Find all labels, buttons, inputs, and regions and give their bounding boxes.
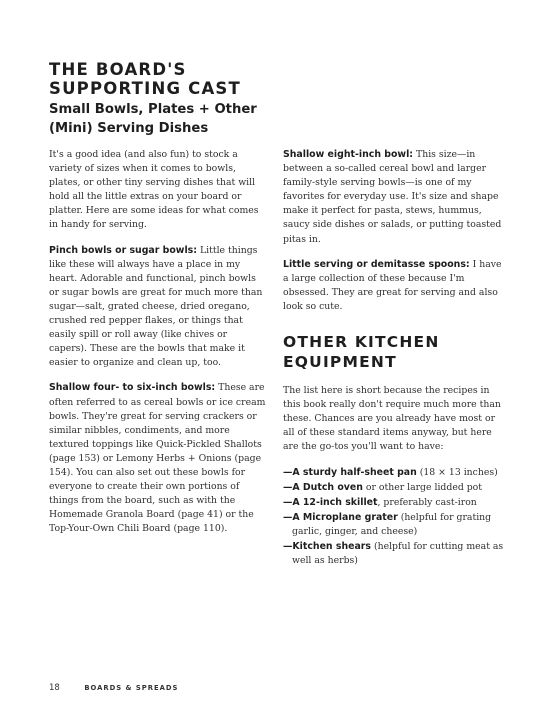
spoons-text: I have a large collection of these because I'm obsessed. They are great for serving and also look so cute. <box>283 258 502 312</box>
item-name: —A Dutch oven <box>283 481 363 493</box>
item-note: (helpful for grating garlic, ginger, and cheese) <box>292 511 492 537</box>
intro-paragraph: It's a good idea (and also fun) to stock a variety of sizes when it comes to bowls, plates, or other tiny serving dishes that will hold all the little extras on your board or platter. Here are some ideas for what comes in handy for serving. <box>49 149 259 231</box>
item-name: —A Microplane grater <box>283 511 398 523</box>
eight-inch-bowl-text: This size—in between a so-called cereal bowl and larger family-style serving bowls—is one of my favorites for everyday use. It's size and shape make it perfect for pasta, stews, hummus, saucy side dishes or salads, or putting toasted pitas in. <box>283 149 502 245</box>
shallow-bowls-paragraph <box>49 381 267 536</box>
item-note: , preferably cast-iron <box>377 496 477 508</box>
list-item <box>283 511 505 539</box>
section-name: BOARDS & SPREADS <box>84 684 179 692</box>
right-column <box>283 148 505 569</box>
spoons-paragraph <box>283 258 505 314</box>
equipment-intro: The list here is short because the recipes in this book really don't require much more than these. Chances are you already have most or all of these standard items anyway, but here are the go-tos you'll want to have: <box>283 385 501 453</box>
pinch-bowls-paragraph <box>49 244 267 371</box>
section-subtitle: Small Bowls, Plates + Other (Mini) Serving Dishes <box>49 102 257 136</box>
item-note: or other large lidded pot <box>362 481 483 493</box>
list-item <box>283 540 505 568</box>
shallow-bowls-text: These are often referred to as cereal bowls or ice cream bowls. They're great for serving crackers or similar nibbles, condiments, and more textured toppings like Quick-Pickled Shallots (page 153) or Lemony Herbs + Onions (page 154). You can also set out these bowls for everyone to create their own portions of things from the board, such as with the Homemade Granola Board (page 41) or the Top-Your-Own Chili Board (page 110). <box>49 382 266 535</box>
spoons-term: Little serving or demitasse spoons: <box>283 258 470 270</box>
page-number: 18 <box>49 683 60 693</box>
section-title: THE BOARD'S SUPPORTING CAST <box>49 60 241 98</box>
item-name: —Kitchen shears <box>283 540 372 552</box>
equipment-heading: OTHER KITCHEN EQUIPMENT <box>283 333 440 372</box>
item-name: —A 12-inch skillet <box>283 496 378 508</box>
pinch-bowls-term: Pinch bowls or sugar bowls: <box>49 244 197 256</box>
page-footer <box>49 683 178 693</box>
eight-inch-bowl-term: Shallow eight-inch bowl: <box>283 149 414 160</box>
item-note: (18 × 13 inches) <box>416 466 498 478</box>
list-item <box>283 466 505 480</box>
item-name: —A sturdy half-sheet pan <box>283 466 417 478</box>
item-note: (helpful for cutting meat as well as herbs) <box>292 540 504 567</box>
list-item <box>283 496 505 510</box>
pinch-bowls-text: Little things like these will always have a place in my heart. Adorable and functional, pinch bowls or sugar bowls are great for much more than sugar—salt, grated cheese, dried oregano, crushed red pepper flakes, or things that easily spill or roll away (like chives or capers). These are the bowls that make it easier to organize and clean up, too. <box>49 244 263 369</box>
list-item <box>283 481 505 495</box>
eight-inch-bowl-paragraph <box>283 148 505 247</box>
equipment-list <box>283 466 505 569</box>
left-column <box>49 148 267 547</box>
shallow-bowls-term: Shallow four- to six-inch bowls: <box>49 382 216 394</box>
